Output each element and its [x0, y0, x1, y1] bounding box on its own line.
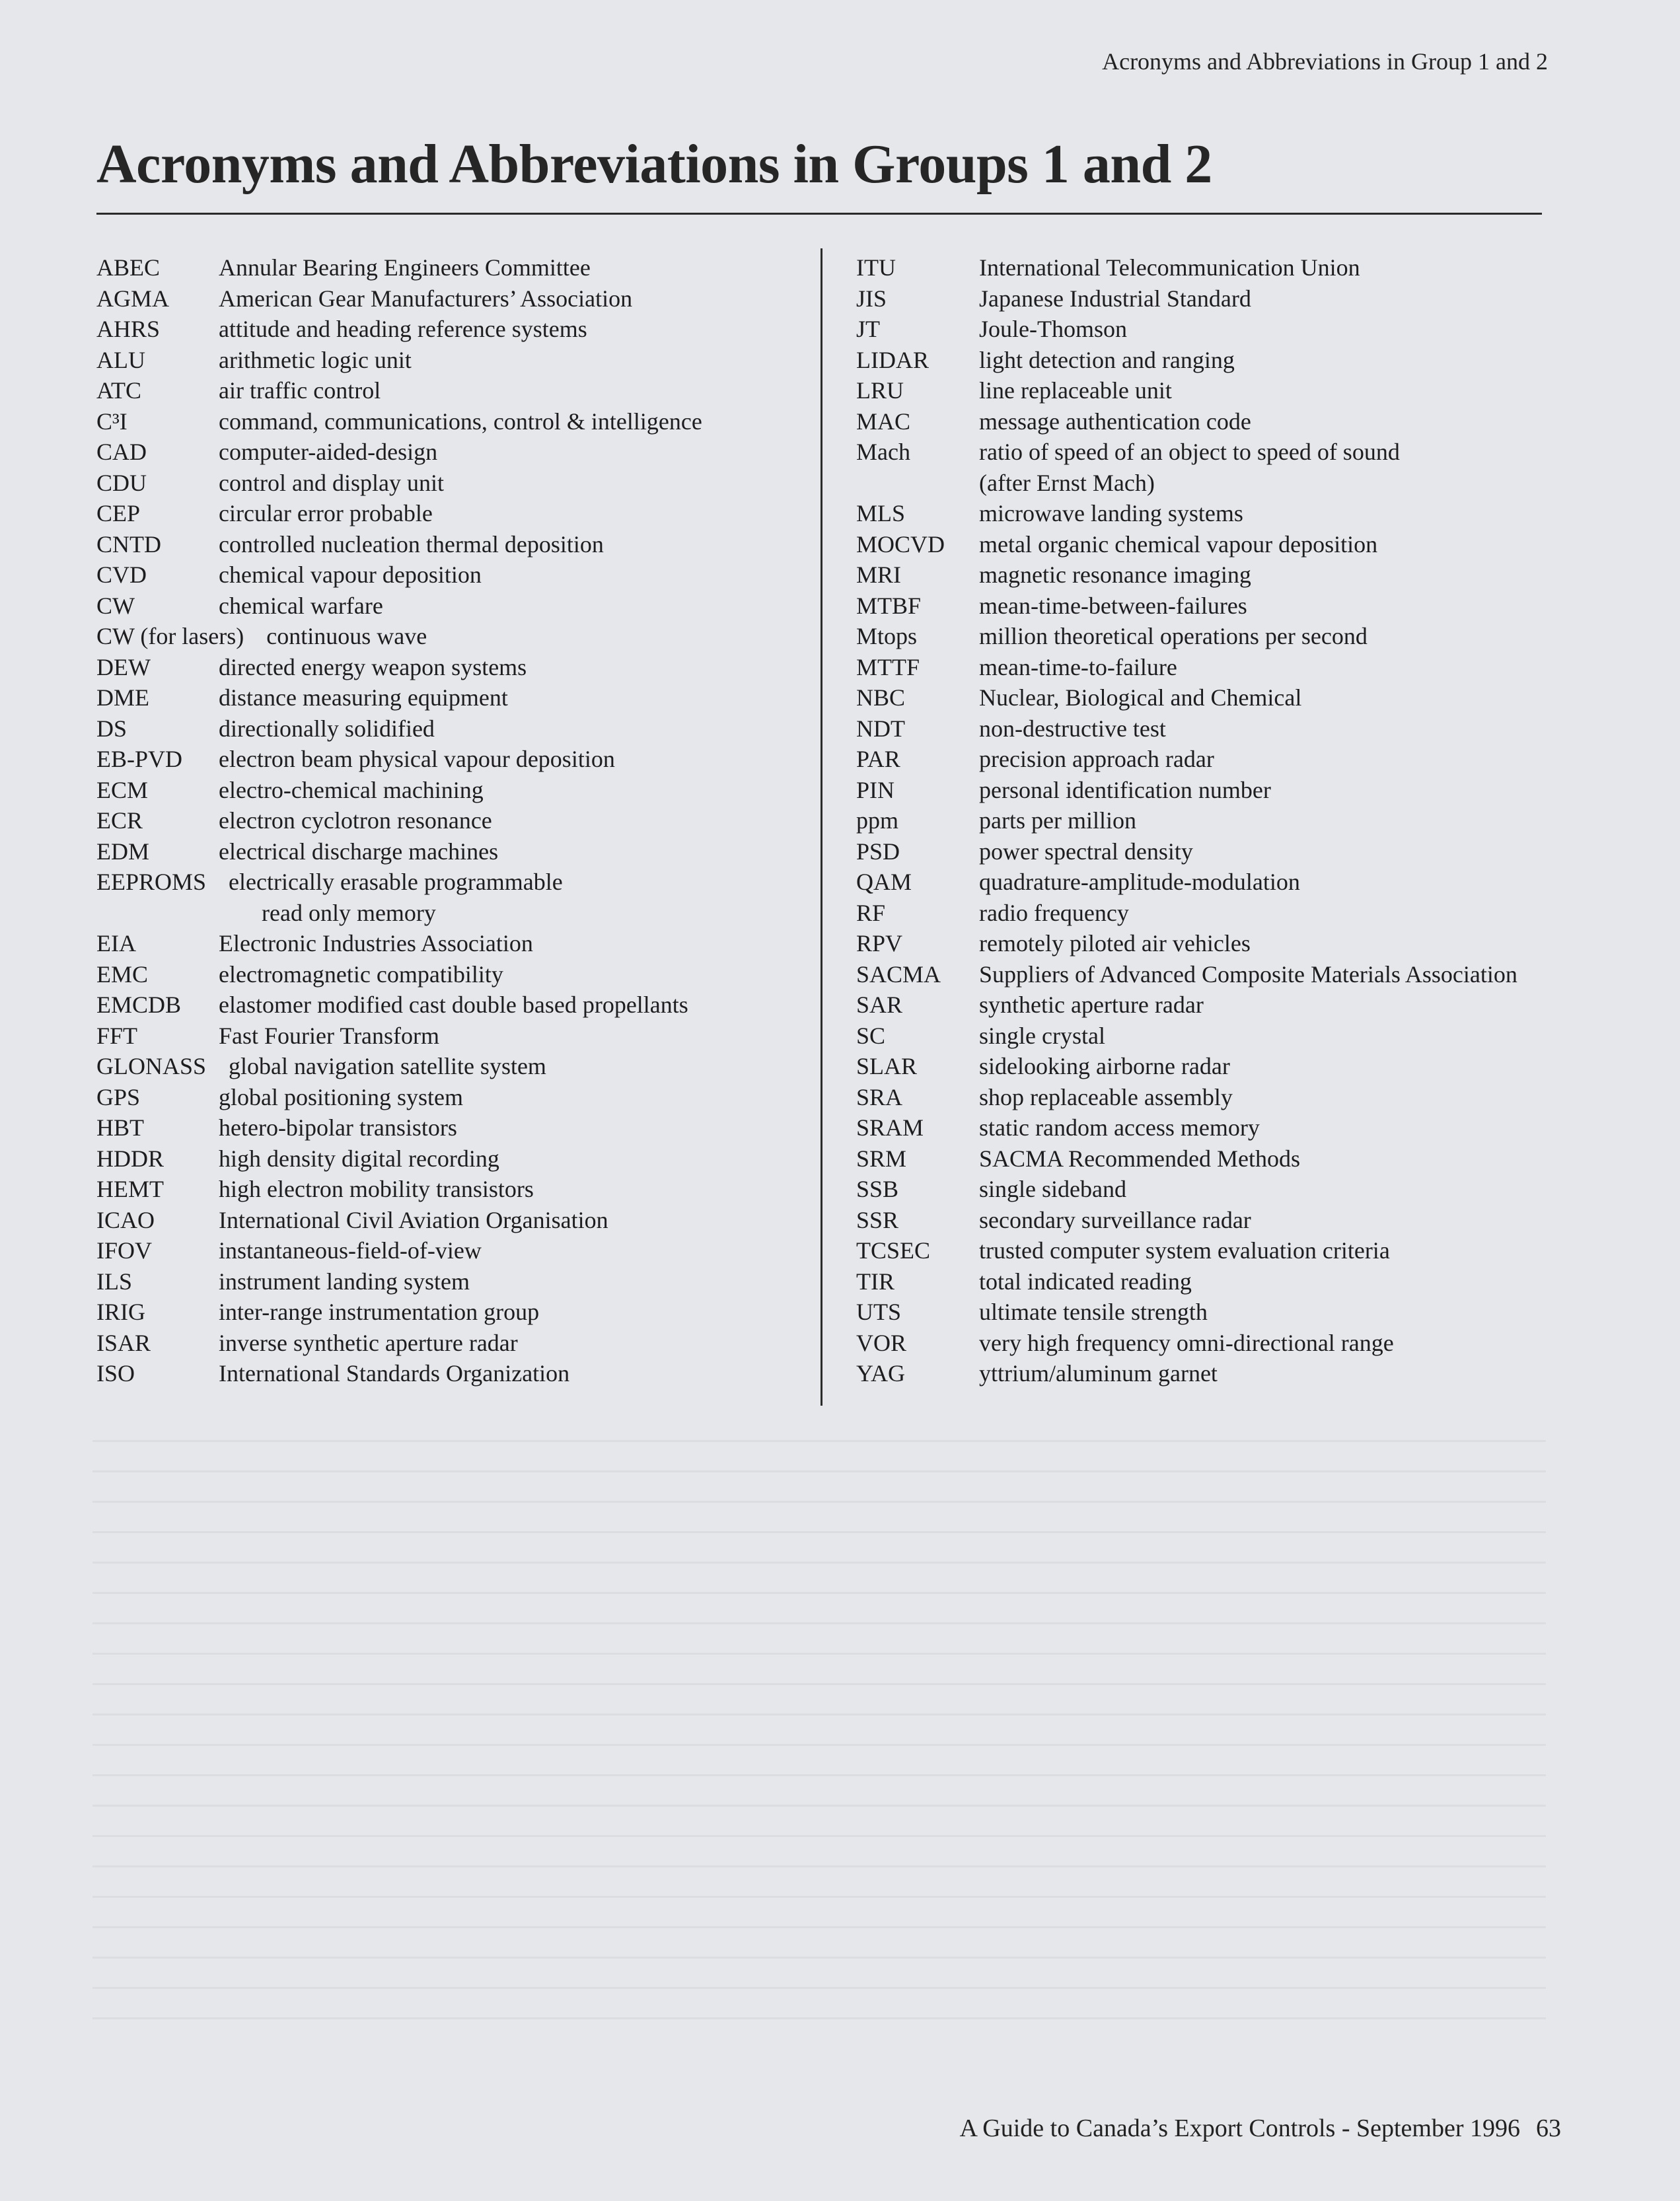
acronym-entry: [96, 621, 810, 652]
acronym-entry: [96, 559, 810, 591]
acronym-definition: global positioning system: [219, 1083, 464, 1110]
acronym-definition: inter-range instrumentation group: [219, 1299, 540, 1325]
acronym-term: EMC: [96, 960, 149, 988]
acronym-definition: trusted computer system evaluation criteria: [979, 1237, 1390, 1264]
acronym-term: EB-PVD: [96, 746, 183, 772]
acronym-term: SSB: [856, 1176, 899, 1202]
acronym-definition: static random access memory: [979, 1114, 1260, 1141]
acronym-definition: International Standards Organization: [219, 1360, 570, 1387]
acronym-entry: [856, 652, 1623, 683]
acronym-definition: power spectral density: [979, 838, 1193, 865]
acronym-term: MOCVD: [856, 530, 945, 558]
acronym-entry: [856, 406, 1623, 437]
acronym-entry: [856, 898, 1623, 929]
acronym-entry: [96, 1205, 810, 1236]
acronym-entry: [856, 621, 1623, 652]
acronym-term: CAD: [96, 439, 147, 465]
acronym-term: ABEC: [96, 254, 161, 281]
acronym-term: ECM: [96, 776, 149, 803]
acronym-definition: control and display unit: [219, 469, 444, 496]
acronym-term: SAR: [856, 992, 903, 1018]
acronym-entry: [96, 468, 810, 499]
acronym-term: MLS: [856, 500, 906, 526]
acronym-definition: ratio of speed of an object to speed of sound: [979, 439, 1400, 465]
acronym-definition: computer-aided-design: [219, 439, 438, 465]
acronym-definition: parts per million: [979, 807, 1136, 834]
acronym-definition: single sideband: [979, 1176, 1126, 1202]
acronym-entry: [856, 345, 1623, 376]
acronym-entry: [96, 682, 810, 713]
acronym-entry: [856, 375, 1623, 406]
acronym-term: EDM: [96, 838, 149, 865]
acronym-entry: [856, 252, 1623, 283]
acronym-entry: [96, 805, 810, 836]
acronym-definition: electron beam physical vapour deposition: [219, 746, 615, 772]
acronym-definition: Fast Fourier Transform: [219, 1022, 440, 1049]
acronym-entry: [96, 713, 810, 744]
acronym-term: RPV: [856, 930, 903, 956]
acronym-entry: [96, 1021, 810, 1052]
page-footer: [959, 2114, 1561, 2143]
acronym-term: EEPROMS: [96, 869, 207, 895]
acronym-term: NBC: [856, 684, 906, 711]
acronym-entry: [96, 406, 810, 437]
acronym-term: TIR: [856, 1268, 895, 1295]
acronym-entry: [856, 1358, 1623, 1389]
acronym-definition: mean-time-between-failures: [979, 592, 1247, 619]
footer-publication: A Guide to Canada’s Export Controls - September 1996: [959, 2114, 1520, 2142]
acronym-definition: (after Ernst Mach): [979, 469, 1155, 496]
acronym-term: MTBF: [856, 592, 922, 619]
acronym-definition: arithmetic logic unit: [219, 346, 412, 373]
acronym-term: SRAM: [856, 1114, 924, 1141]
acronym-term: PSD: [856, 838, 900, 865]
acronym-entry: [96, 959, 810, 990]
acronym-term: AGMA: [96, 285, 170, 312]
acronym-entry: [856, 591, 1623, 622]
acronym-term: IRIG: [96, 1299, 145, 1325]
acronym-definition: shop replaceable assembly: [979, 1083, 1233, 1110]
acronym-definition: single crystal: [979, 1022, 1105, 1049]
acronym-definition: high electron mobility transistors: [219, 1176, 534, 1202]
acronym-term: VOR: [856, 1329, 907, 1356]
acronym-term: MAC: [856, 408, 911, 435]
acronym-definition: Annular Bearing Engineers Committee: [219, 254, 591, 281]
acronym-definition: read only memory: [262, 899, 436, 926]
acronym-term: PIN: [856, 776, 895, 803]
acronym-definition: high density digital recording: [219, 1145, 499, 1172]
acronym-definition: directed energy weapon systems: [219, 653, 527, 680]
acronym-entry: [856, 498, 1623, 529]
acronym-term: HBT: [96, 1114, 144, 1141]
acronym-definition: sidelooking airborne radar: [979, 1053, 1230, 1079]
acronym-entry: [96, 1112, 810, 1143]
acronym-definition: million theoretical operations per second: [979, 623, 1368, 649]
acronym-definition: microwave landing systems: [979, 500, 1243, 526]
acronym-term: YAG: [856, 1360, 906, 1387]
acronym-entry: [96, 1143, 810, 1174]
acronym-definition: magnetic resonance imaging: [979, 561, 1251, 588]
acronym-definition: electromagnetic compatibility: [219, 960, 503, 988]
acronym-entry: [856, 1235, 1623, 1266]
acronym-entry: [96, 898, 810, 929]
acronym-term: ATC: [96, 377, 142, 404]
acronym-entry: [96, 775, 810, 806]
acronym-term: AHRS: [96, 316, 161, 342]
acronym-term: CVD: [96, 561, 147, 588]
acronym-term: HEMT: [96, 1176, 164, 1202]
acronym-definition: message authentication code: [979, 408, 1251, 435]
acronym-definition: synthetic aperture radar: [979, 992, 1204, 1018]
acronym-entry: [96, 529, 810, 560]
acronym-definition: electrically erasable programmable: [229, 869, 563, 895]
acronym-entry: [856, 1328, 1623, 1359]
acronym-definition: inverse synthetic aperture radar: [219, 1329, 518, 1356]
acronym-term: DEW: [96, 653, 151, 680]
acronym-entry: [96, 345, 810, 376]
acronym-entry: [96, 498, 810, 529]
right-column: [856, 252, 1623, 1389]
acronym-entry: [856, 1174, 1623, 1205]
running-header: Acronyms and Abbreviations in Group 1 and 2: [1102, 48, 1548, 75]
acronym-term: JT: [856, 316, 880, 342]
acronym-entry: [856, 1082, 1623, 1113]
column-divider: [821, 248, 822, 1406]
acronym-definition: total indicated reading: [979, 1268, 1192, 1295]
acronym-entry: [856, 437, 1623, 468]
acronym-definition: command, communications, control & intelligence: [219, 408, 702, 435]
acronym-term: GPS: [96, 1083, 141, 1110]
acronym-entry: [856, 928, 1623, 959]
acronym-entry: [96, 283, 810, 314]
acronym-definition: mean-time-to-failure: [979, 653, 1177, 680]
acronym-entry: [856, 1112, 1623, 1143]
acronym-definition: yttrium/aluminum garnet: [979, 1360, 1218, 1387]
acronym-definition: controlled nucleation thermal deposition: [219, 530, 604, 558]
acronym-entry: [96, 437, 810, 468]
left-column: [96, 252, 810, 1389]
acronym-definition: chemical warfare: [219, 592, 383, 619]
acronym-term: SSR: [856, 1206, 899, 1233]
acronym-term: CW (for lasers): [96, 623, 244, 649]
acronym-definition: electrical discharge machines: [219, 838, 499, 865]
acronym-term: LIDAR: [856, 346, 929, 373]
acronym-entry: [96, 1297, 810, 1328]
acronym-definition: International Telecommunication Union: [979, 254, 1360, 281]
acronym-term: SLAR: [856, 1053, 918, 1079]
acronym-term: IFOV: [96, 1237, 153, 1264]
title-rule: [96, 213, 1542, 215]
acronym-term: LRU: [856, 377, 904, 404]
acronym-entry: [856, 744, 1623, 775]
acronym-term: QAM: [856, 869, 912, 895]
acronym-entry: [856, 1266, 1623, 1297]
acronym-definition: instantaneous-field-of-view: [219, 1237, 482, 1264]
acronym-definition: precision approach radar: [979, 746, 1214, 772]
acronym-definition: non-destructive test: [979, 715, 1166, 742]
acronym-definition: Suppliers of Advanced Composite Materials Association: [979, 960, 1517, 988]
acronym-entry: [856, 775, 1623, 806]
acronym-definition: SACMA Recommended Methods: [979, 1145, 1300, 1172]
acronym-entry: [856, 805, 1623, 836]
acronym-entry: [856, 314, 1623, 345]
acronym-term: JIS: [856, 285, 887, 312]
acronym-term: SRM: [856, 1145, 907, 1172]
acronym-definition: American Gear Manufacturers’ Association: [219, 285, 633, 312]
acronym-definition: directionally solidified: [219, 715, 435, 742]
acronym-definition: instrument landing system: [219, 1268, 470, 1295]
acronym-definition: Japanese Industrial Standard: [979, 285, 1251, 312]
acronym-term: GLONASS: [96, 1053, 207, 1079]
acronym-term: CNTD: [96, 530, 161, 558]
acronym-definition: attitude and heading reference systems: [219, 316, 587, 342]
acronym-definition: electro-chemical machining: [219, 776, 484, 803]
acronym-definition: personal identification number: [979, 776, 1271, 803]
acronym-term: CDU: [96, 469, 147, 496]
acronym-term: NDT: [856, 715, 905, 742]
acronym-term: ILS: [96, 1268, 132, 1295]
acronym-entry: [96, 252, 810, 283]
acronym-term: MTTF: [856, 653, 920, 680]
acronym-term: Mach: [856, 439, 910, 465]
acronym-term: SRA: [856, 1083, 903, 1110]
acronym-term: SC: [856, 1022, 886, 1049]
acronym-entry: [856, 1051, 1623, 1082]
acronym-term: DME: [96, 684, 149, 711]
acronym-entry: [856, 713, 1623, 744]
acronym-entry: [96, 990, 810, 1021]
acronym-definition: very high frequency omni-directional range: [979, 1329, 1394, 1356]
acronym-definition: Electronic Industries Association: [219, 930, 533, 956]
acronym-term: MRI: [856, 561, 902, 588]
acronym-term: ITU: [856, 254, 896, 281]
acronym-definition: line replaceable unit: [979, 377, 1172, 404]
acronym-term: FFT: [96, 1022, 138, 1049]
acronym-term: UTS: [856, 1299, 902, 1325]
acronym-entry: [96, 1082, 810, 1113]
acronym-entry: [96, 652, 810, 683]
acronym-definition: secondary surveillance radar: [979, 1206, 1251, 1233]
acronym-term: DS: [96, 715, 128, 742]
acronym-term: ISO: [96, 1360, 135, 1387]
acronym-entry: [96, 1174, 810, 1205]
acronym-entry: [856, 959, 1623, 990]
acronym-definition: electron cyclotron resonance: [219, 807, 492, 834]
acronym-term: ISAR: [96, 1329, 151, 1356]
acronym-definition: remotely piloted air vehicles: [979, 930, 1251, 956]
acronym-entry: [856, 1205, 1623, 1236]
acronym-entry: [96, 1358, 810, 1389]
acronym-entry: [96, 836, 810, 867]
acronym-definition: radio frequency: [979, 899, 1129, 926]
acronym-definition: continuous wave: [266, 623, 427, 649]
acronym-definition: hetero-bipolar transistors: [219, 1114, 457, 1141]
acronym-definition: ultimate tensile strength: [979, 1299, 1208, 1325]
acronym-term: TCSEC: [856, 1237, 931, 1264]
acronym-definition: circular error probable: [219, 500, 433, 526]
acronym-definition: air traffic control: [219, 377, 381, 404]
acronym-term: HDDR: [96, 1145, 164, 1172]
acronym-term: PAR: [856, 746, 900, 772]
acronym-definition: chemical vapour deposition: [219, 561, 482, 588]
acronym-term: ICAO: [96, 1206, 155, 1233]
acronym-term: ppm: [856, 807, 899, 834]
acronym-entry: [96, 375, 810, 406]
acronym-entry: [96, 1328, 810, 1359]
acronym-entry: [856, 1143, 1623, 1174]
acronym-definition: metal organic chemical vapour deposition: [979, 530, 1378, 558]
acronym-entry: [856, 283, 1623, 314]
acronym-entry: [856, 682, 1623, 713]
acronym-entry: [856, 529, 1623, 560]
acronym-definition: light detection and ranging: [979, 346, 1235, 373]
acronym-definition: global navigation satellite system: [229, 1053, 546, 1079]
acronym-term: EIA: [96, 930, 136, 956]
acronym-term: CW: [96, 592, 135, 619]
show-through-texture: [92, 1440, 1546, 2035]
acronym-term: SACMA: [856, 960, 941, 988]
acronym-term: C³I: [96, 408, 128, 435]
acronym-entry: [96, 928, 810, 959]
acronym-entry: [856, 559, 1623, 591]
acronym-entry: [856, 1297, 1623, 1328]
acronym-entry: [856, 836, 1623, 867]
acronym-term: EMCDB: [96, 992, 182, 1018]
acronym-term: Mtops: [856, 623, 918, 649]
page-title: Acronyms and Abbreviations in Groups 1 and 2: [96, 133, 1212, 195]
acronym-term: ECR: [96, 807, 143, 834]
acronym-entry: [96, 867, 810, 898]
acronym-definition: Nuclear, Biological and Chemical: [979, 684, 1302, 711]
acronym-entry: [856, 1021, 1623, 1052]
acronym-definition: quadrature-amplitude-modulation: [979, 869, 1300, 895]
acronym-definition: Joule-Thomson: [979, 316, 1127, 342]
page-number: 63: [1536, 2114, 1561, 2142]
acronym-entry: [96, 744, 810, 775]
acronym-entry: [96, 314, 810, 345]
acronym-term: RF: [856, 899, 886, 926]
acronym-entry: [96, 1266, 810, 1297]
acronym-entry: [856, 867, 1623, 898]
acronym-entry: [96, 1235, 810, 1266]
acronym-definition: International Civil Aviation Organisation: [219, 1206, 608, 1233]
acronym-entry: [96, 591, 810, 622]
acronym-term: CEP: [96, 500, 141, 526]
acronym-term: ALU: [96, 346, 145, 373]
acronym-entry: [856, 990, 1623, 1021]
acronym-definition: distance measuring equipment: [219, 684, 508, 711]
acronym-entry: [856, 468, 1623, 499]
acronym-definition: elastomer modified cast double based propellants: [219, 992, 688, 1018]
acronym-entry: [96, 1051, 810, 1082]
